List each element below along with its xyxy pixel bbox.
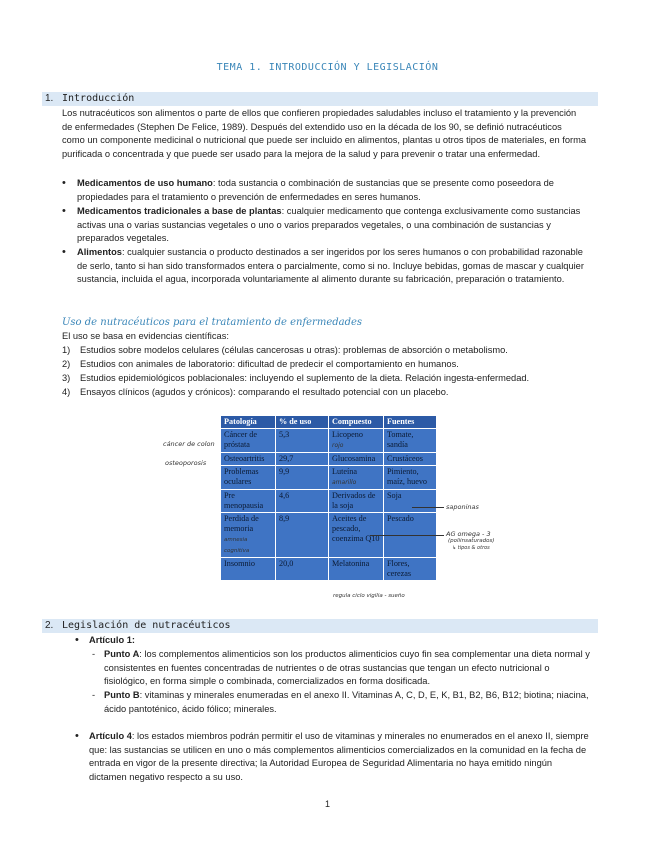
section-1-heading [42,92,598,106]
handwritten-note: rojo [332,442,344,449]
point-a [92,648,592,689]
table-row [221,558,437,581]
table-cell: Crustáceos [384,453,437,466]
table-cell: Pescado [384,513,437,558]
table-cell: Osteoartritis [221,453,276,466]
table-cell: Aceites de pescado, coenzima Q10 [329,513,384,558]
cell-text: Luteína [332,467,358,476]
point-b [92,689,592,716]
table-cell: 9,9 [276,466,329,490]
table-cell: Soja [384,490,437,513]
article-text: : los estados miembros podrán permitir el uso de vitaminas y minerales no enumerados en el anexo II, siempre que: las sustancias se utilicen en uno o más complementos alimenticios comercializados en la comunidad en la fecha de entrada en vigor de la presente directiva; la Autoridad Europea de Seguridad Alimentaria no haya emitido ningún dictamen negativo respecto a su uso. [89,731,589,782]
evidence-number: 1) [62,345,71,355]
table-cell [329,429,384,453]
handwritten-note: (poliinsaturados) [448,538,495,544]
evidence-text: Estudios con animales de laboratorio: dificultad de predecir el comportamiento en humanos. [80,359,459,369]
table-header: Compuesto [329,416,384,429]
handwritten-note: cáncer de colon [163,440,215,448]
table-row [221,453,437,466]
table-header: Patología [221,416,276,429]
bullet-text: : cualquier medicamento que contenga exclusivamente como sustancias activas una o varias sustancias vegetales o uno o varios preparados vegetales, o una combinación de sustancias y preparados vegetales. [77,206,581,244]
evidence-item [62,358,587,372]
table-cell: Melatonina [329,558,384,581]
handwritten-note: saponinas [446,503,479,511]
table-cell [221,513,276,558]
section-1-title: Introducción [62,93,135,104]
bullet-articulo-1 [75,634,590,648]
intro-paragraph: Los nutracéuticos son alimentos o parte de ellos que confieren propiedades saludables incluso el tratamiento y la prevención de enfermedades (Stephen De Felice, 1989). Después del extendido uso en la década de los 90, se definió nutracéuticos como un componente medicinal o nutricional que puede ser incluido en alimentos, plantas u otros tipos de materiales, en forma purificada o concentrada y que puede ser usado para la mejora de la salud y para prevenir o tratar una enfermedad. [62,108,587,159]
handwritten-note: regula ciclo vigilia - sueño [333,593,405,599]
table-cell: 20,0 [276,558,329,581]
point-text: : vitaminas y minerales enumeradas en el anexo II. Vitaminas A, C, D, E, K, B1, B2, B6, B12; biotina; niacina, ácido pantoténico, ácido fólico; minerales. [104,690,589,714]
table-cell: Tomate, sandía [384,429,437,453]
page-number: 1 [324,799,330,809]
section-1-number: 1. [45,93,54,104]
table-cell: Glucosamina [329,453,384,466]
table-header: Fuentes [384,416,437,429]
bullet-term: Medicamentos de uso humano [77,178,213,188]
section-2-title: Legislación de nutracéuticos [62,620,231,631]
page-title: TEMA 1. INTRODUCCIÓN Y LEGISLACIÓN [216,62,439,73]
handwritten-note: AG omega - 3 [446,530,491,538]
evidence-number: 2) [62,359,71,369]
table-cell: Flores, cerezas [384,558,437,581]
table-cell: Derivados de la soja [329,490,384,513]
table-header: % de uso [276,416,329,429]
table-cell: Problemas oculares [221,466,276,490]
subheading-uso: Uso de nutracéuticos para el tratamiento de enfermedades [62,317,363,328]
pathology-table [220,415,437,581]
bullet-alimentos [62,246,587,287]
section-2-heading [42,619,598,633]
annotation-arrow [370,535,444,536]
table-cell: Pre menopausia [221,490,276,513]
handwritten-note: osteoporosis [165,459,207,467]
table-cell: Cáncer de próstata [221,429,276,453]
evidence-text: Estudios epidemiológicos poblacionales: incluyendo el suplemento de la dieta. Relación ingesta-enfermedad. [80,373,530,383]
evidence-item [62,344,587,358]
table-header-row [221,416,437,429]
handwritten-note: amnesia cognitiva [224,537,250,554]
table-row [221,490,437,513]
evidence-number: 3) [62,373,71,383]
bullet-articulo-4 [75,730,590,784]
point-term: Punto B [104,690,140,700]
table-cell: 5,3 [276,429,329,453]
bullet-text: : toda sustancia o combinación de sustancias que se presente como poseedora de propiedades para el tratamiento o prevención de enfermedades en seres humanos. [77,178,554,202]
table-cell: Pimiento, maíz, huevo [384,466,437,490]
cell-text: Licopeno [332,430,363,439]
handwritten-note: ↳ tipos & otros [452,545,490,551]
table-cell: 8,9 [276,513,329,558]
article-label: Artículo 1: [89,635,135,645]
section-2-number: 2. [45,620,54,631]
bullet-medicamentos [62,177,587,204]
evidence-number: 4) [62,387,71,397]
table-cell [329,466,384,490]
bullet-text: : cualquier sustancia o producto destinados a ser ingeridos por los seres humanos o con probabilidad razonable de serlo, tanto si han sido transformados entera o parcialmente, como si no. Incluye bebidas, gomas de mascar y cualquier sustancia, incluida el agua, incorporada voluntariamente al alimento durante su fabricación, preparación o tratamiento. [77,247,584,285]
handwritten-note: amarillo [332,479,357,486]
evidence-item [62,386,587,400]
evidence-item [62,372,587,386]
bullet-tradicionales [62,205,587,246]
point-text: : los complementos alimenticios son los productos alimenticios cuyo fin sea complementar una dieta normal y consistentes en fuentes concentradas de nutrientes o de otras sustancias que tengan un efecto nutricional o fisiológico, en forma simple o combinada, comercializados en forma dosificada. [104,649,590,687]
cell-text: Perdida de memoria [224,514,259,533]
bullet-term: Medicamentos tradicionales a base de plantas [77,206,282,216]
table-cell: Insomnio [221,558,276,581]
annotation-arrow [412,507,444,508]
table-cell: 4,6 [276,490,329,513]
bullet-term: Alimentos [77,247,122,257]
evidence-intro: El uso se basa en evidencias científicas: [62,331,229,341]
table-row [221,429,437,453]
table-row [221,466,437,490]
evidence-text: Ensayos clínicos (agudos y crónicos): comparando el resultado potencial con un placebo. [80,387,449,397]
evidence-text: Estudios sobre modelos celulares (células cancerosas u otras): problemas de absorción o metabolismo. [80,345,508,355]
point-term: Punto A [104,649,140,659]
table-cell: 29,7 [276,453,329,466]
article-label: Artículo 4 [89,731,132,741]
